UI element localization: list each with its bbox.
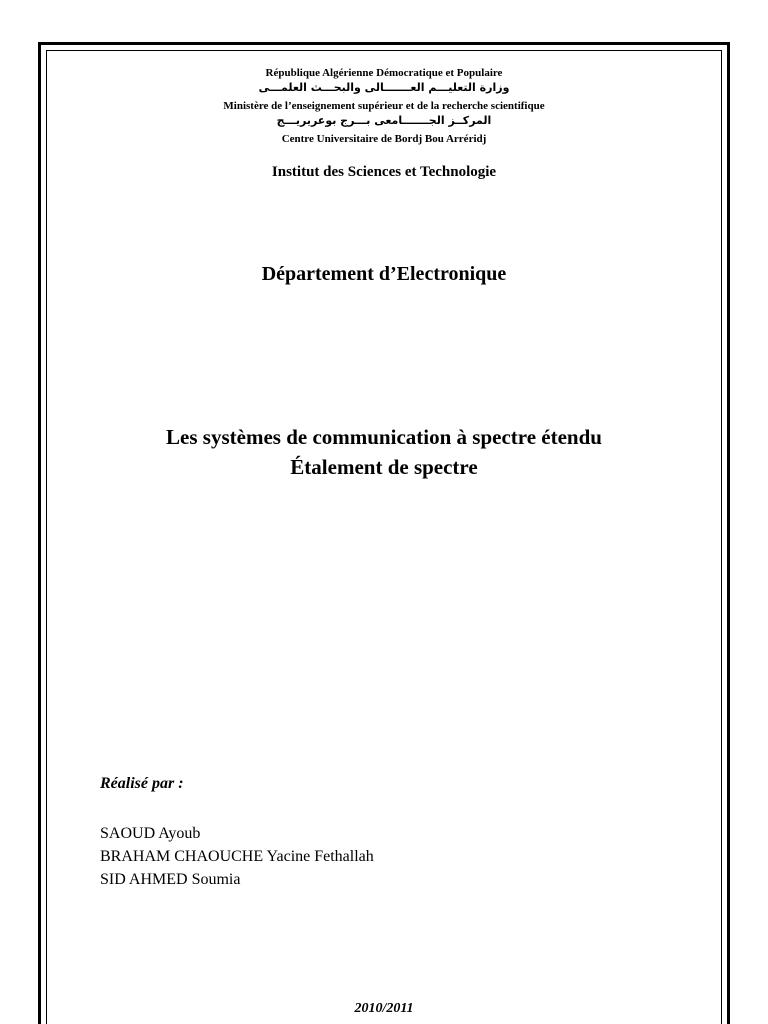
- centre-name: Centre Universitaire de Bordj Bou Arréridj: [281, 133, 487, 145]
- ministry-name: Ministère de l’enseignement supérieur et de la recherche scientifique: [223, 100, 545, 112]
- centre-arabic: المركــز الجـــــــامعى بـــرج بوعريريـــج: [276, 114, 492, 127]
- institute-name: Institut des Sciences et Technologie: [271, 164, 497, 180]
- realise-label: Réalisé par :: [100, 775, 184, 792]
- republic-name: République Algérienne Démocratique et Populaire: [265, 67, 503, 79]
- author-name: SAOUD Ayoub: [100, 825, 201, 842]
- ministry-arabic: وزارة التعليـــم العـــــــالى والبحـــث العلمـــى: [258, 81, 510, 94]
- academic-year: 2010/2011: [354, 1001, 414, 1016]
- thesis-subtitle: Étalement de spectre: [290, 455, 478, 479]
- thesis-title: Les systèmes de communication à spectre étendu: [166, 425, 602, 449]
- author-name: BRAHAM CHAOUCHE Yacine Fethallah: [100, 848, 374, 865]
- author-name: SID AHMED Soumia: [100, 871, 241, 888]
- department-name: Département d’Electronique: [261, 263, 507, 285]
